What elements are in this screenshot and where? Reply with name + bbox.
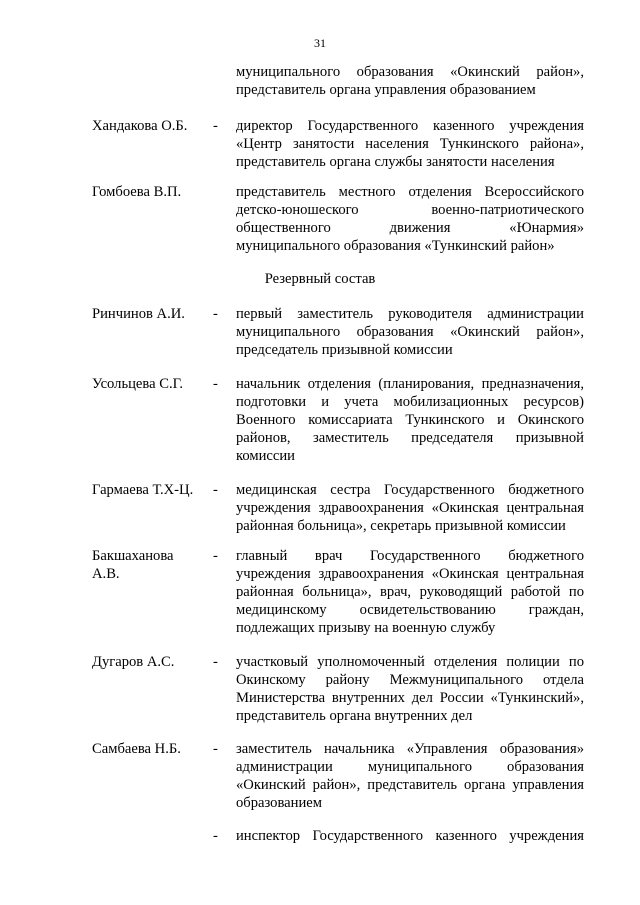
member-role	[236, 653, 584, 725]
text-line: представитель местного отделения Всероссийского	[236, 184, 584, 200]
text-line: подлежащих призыву на военную службу	[236, 620, 496, 636]
member-name: Дугаров А.С.	[92, 654, 175, 670]
text-line: муниципального образования «Тункинский район»	[236, 238, 555, 254]
dash-separator: -	[213, 741, 218, 757]
member-name: Самбаева Н.Б.	[92, 741, 181, 757]
text-line: районная больница», секретарь призывной комиссии	[236, 518, 566, 534]
member-role	[236, 481, 584, 535]
text-line: «Центр занятости населения Тункинского района»,	[236, 136, 584, 152]
text-line: Министерства внутренних дел России «Тункинский»,	[236, 690, 584, 706]
text-line: медицинскому освидетельствованию граждан,	[236, 602, 584, 618]
dash-separator: -	[213, 828, 218, 844]
page-number: 31	[314, 36, 326, 50]
member-role	[236, 827, 584, 845]
text-line: муниципального образования «Окинский район»,	[236, 324, 584, 340]
text-line: учреждения здравоохранения «Окинская центральная	[236, 500, 584, 516]
member-role	[236, 740, 584, 812]
member-name: Бакшаханова А.В.	[92, 548, 174, 582]
text-line: подготовки и учета мобилизационных ресурсов)	[236, 394, 584, 410]
text-line: председатель призывной комиссии	[236, 342, 453, 358]
dash-separator: -	[213, 654, 218, 670]
text-line: «Окинский район», представитель органа управления	[236, 777, 584, 793]
text-line: инспектор Государственного казенного учреждения	[236, 828, 584, 844]
text-line: медицинская сестра Государственного бюджетного	[236, 482, 584, 498]
dash-separator: -	[213, 306, 218, 322]
dash-separator: -	[213, 482, 218, 498]
member-role	[236, 183, 584, 255]
text-line: директор Государственного казенного учреждения	[236, 118, 584, 134]
member-role	[236, 117, 584, 171]
dash-separator: -	[213, 118, 218, 134]
text-line: представитель органа внутренних дел	[236, 708, 473, 724]
text-line: детско-юношеского военно-патриотического	[236, 202, 584, 218]
member-name: Гомбоева В.П.	[92, 184, 182, 200]
dash-separator: -	[213, 376, 218, 392]
member-name: Усольцева С.Г.	[92, 376, 184, 392]
text-line: представитель органа управления образованием	[236, 82, 536, 98]
text-line: заместитель начальника «Управления образования»	[236, 741, 584, 757]
text-line: первый заместитель руководителя администрации	[236, 306, 584, 322]
member-name: Гармаева Т.Х-Ц.	[92, 482, 194, 498]
member-name: Хандакова О.Б.	[92, 118, 188, 134]
section-heading: Резервный состав	[264, 271, 376, 287]
text-line: главный врач Государственного бюджетного	[236, 548, 584, 564]
text-line: образованием	[236, 795, 322, 811]
continuation-text	[236, 63, 584, 99]
text-line: представитель органа службы занятости населения	[236, 154, 555, 170]
dash-separator: -	[213, 548, 218, 564]
text-line: Военного комиссариата Тункинского и Окинского	[236, 412, 584, 428]
text-line: комиссии	[236, 448, 295, 464]
text-line: муниципального образования «Окинский район»,	[236, 64, 584, 80]
text-line: Окинскому району Межмуниципального отдела	[236, 672, 584, 688]
text-line: участковый уполномоченный отделения полиции по	[236, 654, 584, 670]
text-line: администрации муниципального образования	[236, 759, 584, 775]
member-role	[236, 547, 584, 637]
member-role	[236, 305, 584, 359]
member-name: Ринчинов А.И.	[92, 306, 185, 322]
text-line: начальник отделения (планирования, предназначения,	[236, 376, 584, 392]
member-role	[236, 375, 584, 465]
text-line: районная больница», врач, руководящий работой по	[236, 584, 584, 600]
text-line: районов, заместитель председателя призывной	[236, 430, 584, 446]
text-line: учреждения здравоохранения «Окинская центральная	[236, 566, 584, 582]
text-line: общественного движения «Юнармия»	[236, 220, 584, 236]
